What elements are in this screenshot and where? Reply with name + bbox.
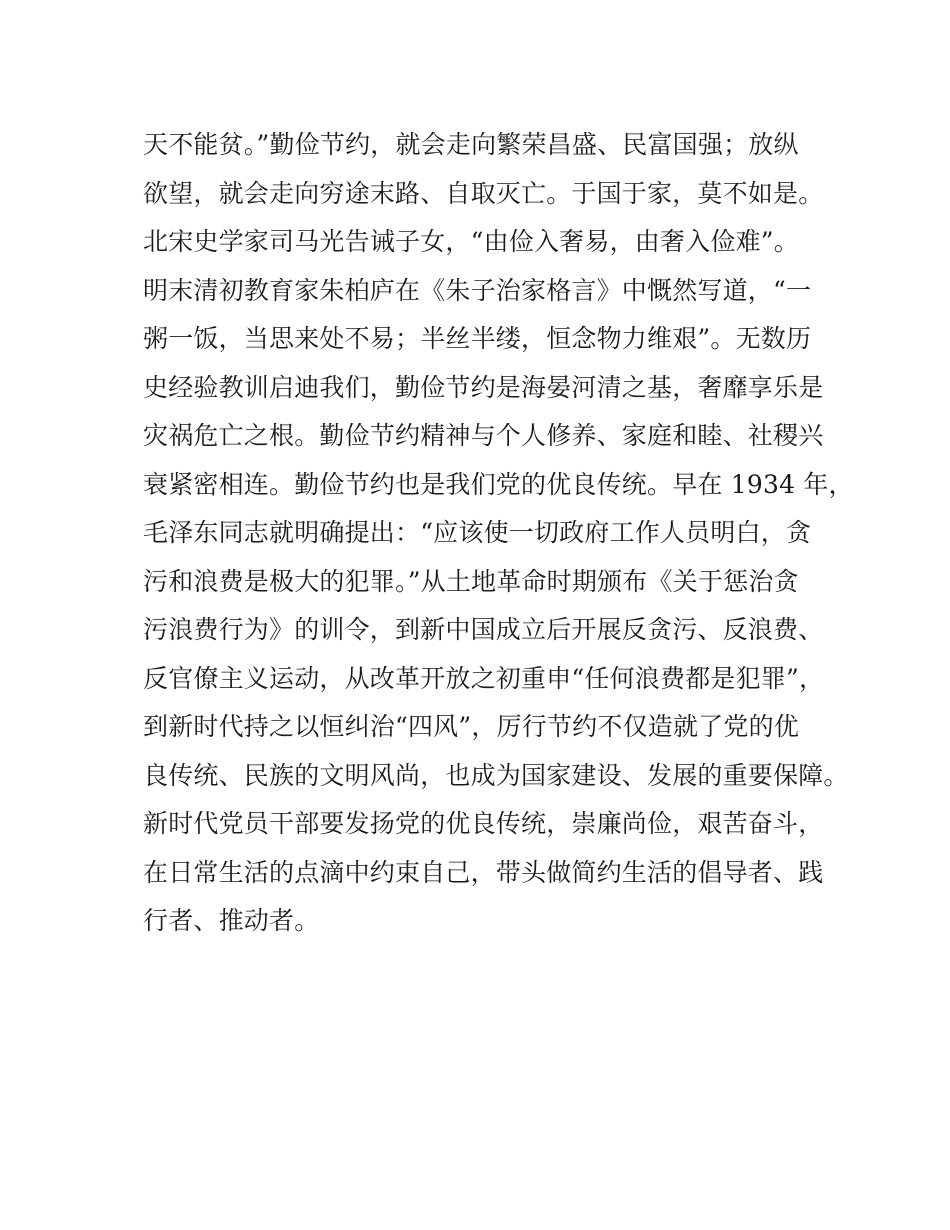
text-line: 明末清初教育家朱柏庐在《朱子治家格言》中慨然写道，“一 <box>143 275 812 305</box>
text-line: 天不能贫。”勤俭节约，就会走向繁荣昌盛、民富国强；放纵 <box>143 130 799 159</box>
text-line: 污浪费行为》的训令，到新中国成立后开展反贪污、反浪费、 <box>143 615 824 644</box>
text-line: 新时代党员干部要发扬党的优良传统，崇廉尚俭，艰苦奋斗， <box>143 809 824 838</box>
text-line: 在日常生活的点滴中约束自己，带头做简约生活的倡导者、践 <box>143 857 824 887</box>
text-line: 灾祸危亡之根。勤俭节约精神与个人修养、家庭和睦、社稷兴 <box>143 421 824 450</box>
text-line: 污和浪费是极大的犯罪。”从土地革命时期颁布《关于惩治贪 <box>143 566 799 596</box>
text-line: 史经验教训启迪我们，勤俭节约是海晏河清之基，奢靡享乐是 <box>143 372 824 402</box>
text-line: 粥一饭，当思来处不易；半丝半缕，恒念物力维艰”。无数历 <box>143 324 812 353</box>
text-line: 到新时代持之以恒纠治“四风”，厉行节约不仅造就了党的优 <box>143 712 799 741</box>
text-line: 北宋史学家司马光告诫子女，“由俭入奢易，由奢入俭难”。 <box>143 227 799 256</box>
text-line: 毛泽东同志就明确提出：“应该使一切政府工作人员明白，贪 <box>143 518 812 547</box>
body-paragraph <box>143 121 854 946</box>
text-line: 衰紧密相连。勤俭节约也是我们党的优良传统。早在 1934 年， <box>143 469 854 499</box>
text-line: 良传统、民族的文明风尚，也成为国家建设、发展的重要保障。 <box>143 760 849 790</box>
text-line: 欲望，就会走向穷途末路、自取灭亡。于国于家，莫不如是。 <box>143 178 824 208</box>
text-line: 行者、推动者。 <box>143 906 320 935</box>
text-line: 反官僚主义运动，从改革开放之初重申“任何浪费都是犯罪”， <box>143 663 825 693</box>
